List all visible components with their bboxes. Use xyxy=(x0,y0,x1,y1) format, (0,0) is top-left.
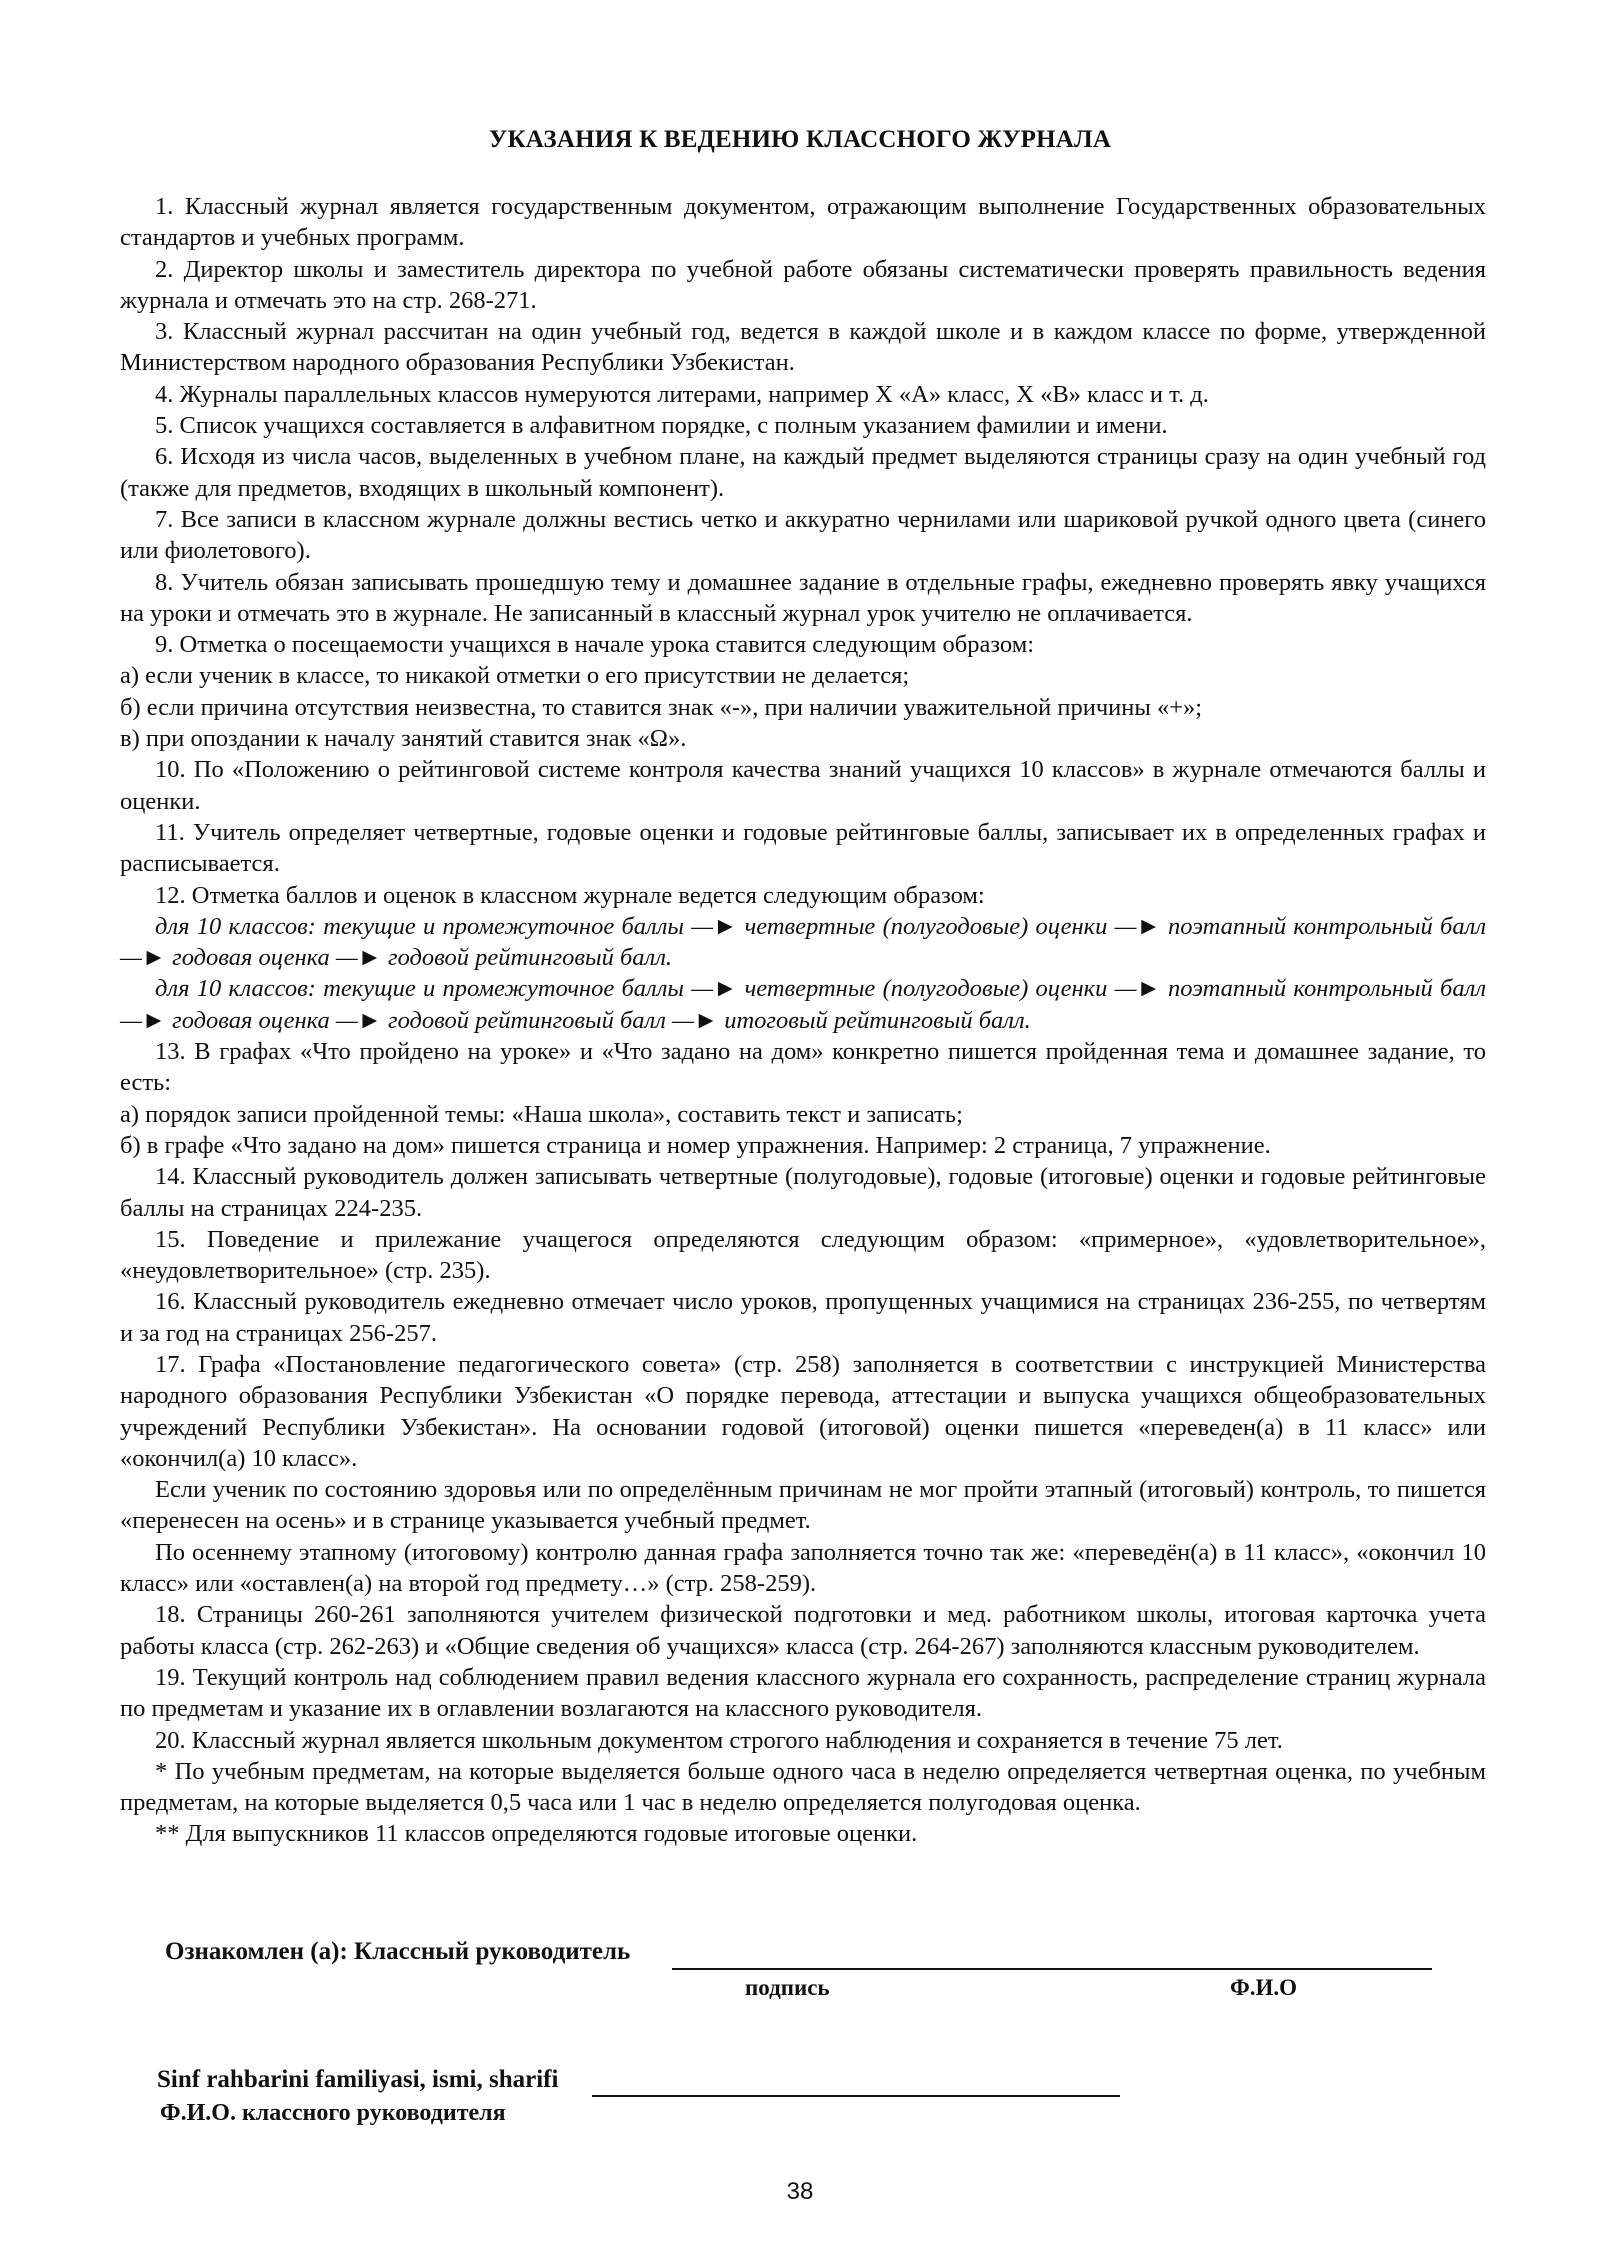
paragraph: 8. Учитель обязан записывать прошедшую тему и домашнее задание в отдельные графы, ежедневно проверять явку учащихся на уроки и отмечать это в журнале. Не записанный в классный журнал урок учителю не оплачивается. xyxy=(120,568,1486,627)
paragraph: для 10 классов: текущие и промежуточное баллы —► четвертные (полугодовые) оценки —► поэтапный контрольный балл —► годовая оценка —► годовой рейтинговый балл —► итоговый рейтинговый балл. xyxy=(120,975,1486,1034)
paragraph: * По учебным предметам, на которые выделяется больше одного часа в неделю определяется четвертная оценка, по учебным предметам, на которые выделяется 0,5 часа или 1 час в неделю определяется полугодовая оценка. xyxy=(120,1757,1486,1817)
paragraph: 14. Классный руководитель должен записывать четвертные (полугодовые), годовые (итоговые) оценки и годовые рейтинговые баллы на страницах 224-235. xyxy=(120,1163,1486,1222)
name-caption: Ф.И.О xyxy=(1230,1975,1298,2000)
signature-caption: подпись xyxy=(745,1975,830,2000)
page-number: 38 xyxy=(786,2178,814,2205)
teacher-name-line xyxy=(592,2095,1120,2097)
paragraph: 1. Классный журнал является государственным документом, отражающим выполнение Государственных образовательных стандартов и учебных программ. xyxy=(120,193,1486,252)
paragraph: ** Для выпускников 11 классов определяются годовые итоговые оценки. xyxy=(155,1820,918,1848)
paragraph: 11. Учитель определяет четвертные, годовые оценки и годовые рейтинговые баллы, записывает их в определенных графах и расписывается. xyxy=(120,818,1486,878)
teacher-name-label-uz: Sinf rahbarini familiyasi, ismi, sharifi xyxy=(157,2066,559,2093)
paragraph: б) если причина отсутствия неизвестна, то ставится знак «-», при наличии уважительной причины «+»; xyxy=(120,693,1203,721)
document-body xyxy=(120,191,1486,1850)
teacher-name-caption-ru: Ф.И.О. классного руководителя xyxy=(160,2100,506,2126)
paragraph: 4. Журналы параллельных классов нумеруются литерами, например X «А» класс, X «В» класс и т. д. xyxy=(155,380,1209,408)
signature-line xyxy=(672,1968,1432,1970)
paragraph: 13. В графах «Что пройдено на уроке» и «Что задано на дом» конкретно пишется пройденная тема и домашнее задание, то есть: xyxy=(120,1038,1486,1097)
paragraph: 20. Классный журнал является школьным документом строгого наблюдения и сохраняется в течение 75 лет. xyxy=(155,1726,1283,1754)
paragraph: 12. Отметка баллов и оценок в классном журнале ведется следующим образом: xyxy=(155,881,985,909)
paragraph: 6. Исходя из числа часов, выделенных в учебном плане, на каждый предмет выделяются страницы сразу на один учебный год (также для предметов, входящих в школьный компонент). xyxy=(120,443,1486,502)
paragraph: 2. Директор школы и заместитель директора по учебной работе обязаны систематически проверять правильность ведения журнала и отмечать это на стр. 268-271. xyxy=(120,255,1486,314)
paragraph: 5. Список учащихся составляется в алфавитном порядке, с полным указанием фамилии и имени. xyxy=(155,412,1168,440)
paragraph: 7. Все записи в классном журнале должны вестись четко и аккуратно чернилами или шариковой ручкой одного цвета (синего или фиолетового). xyxy=(120,505,1486,565)
paragraph: б) в графе «Что задано на дом» пишется страница и номер упражнения. Например: 2 страница, 7 упражнение. xyxy=(120,1131,1271,1159)
paragraph: 17. Графа «Постановление педагогического совета» (стр. 258) заполняется в соответствии с инструкцией Министерства народного образования Республики Узбекистан «О порядке перевода, аттестации и выпуска учащихся общеобразовательных учреждений Республики Узбекистан». На основании годовой (итоговой) оценки пишется «переведен(а) в 11 класс» или «окончил(а) 10 класс». xyxy=(120,1350,1486,1472)
paragraph: 9. Отметка о посещаемости учащихся в начале урока ставится следующим образом: xyxy=(155,631,1035,659)
paragraph: для 10 классов: текущие и промежуточное баллы —► четвертные (полугодовые) оценки —► поэтапный контрольный балл —► годовая оценка —► годовой рейтинговый балл. xyxy=(120,912,1486,972)
acknowledgement-label: Ознакомлен (а): Классный руководитель xyxy=(165,1938,631,1965)
paragraph: 15. Поведение и прилежание учащегося определяются следующим образом: «примерное», «удовлетворительное», «неудовлетворительное» (стр. 235). xyxy=(120,1225,1486,1285)
paragraph: а) если ученик в классе, то никакой отметки о его присутствии не делается; xyxy=(120,662,910,690)
paragraph: Если ученик по состоянию здоровья или по определённым причинам не мог пройти этапный (итоговый) контроль, то пишется «перенесен на осень» и в странице указывается учебный предмет. xyxy=(120,1476,1486,1535)
paragraph: 10. По «Положению о рейтинговой системе контроля качества знаний учащихся 10 классов» в журнале отмечаются баллы и оценки. xyxy=(120,756,1486,815)
paragraph: в) при опоздании к началу занятий ставится знак «Ω». xyxy=(120,725,687,753)
document-title: УКАЗАНИЯ К ВЕДЕНИЮ КЛАССНОГО ЖУРНАЛА xyxy=(488,126,1112,153)
paragraph: 16. Классный руководитель ежедневно отмечает число уроков, пропущенных учащимися на страницах 236-255, по четвертям и за год на страницах 256-257. xyxy=(120,1288,1486,1347)
paragraph: 19. Текущий контроль над соблюдением правил ведения классного журнала его сохранность, распределение страниц журнала по предметам и указание их в оглавлении возлагаются на классного руководителя. xyxy=(120,1663,1486,1723)
paragraph: 3. Классный журнал рассчитан на один учебный год, ведется в каждой школе и в каждом классе по форме, утвержденной Министерством народного образования Республики Узбекистан. xyxy=(120,318,1486,377)
paragraph: По осеннему этапному (итоговому) контролю данная графа заполняется точно так же: «переведён(а) в 11 класс», «окончил 10 класс» или «оставлен(а) на второй год предмету…» (стр. 258-259). xyxy=(120,1538,1486,1598)
paragraph: 18. Страницы 260-261 заполняются учителем физической подготовки и мед. работником школы, итоговая карточка учета работы класса (стр. 262-263) и «Общие сведения об учащихся» класса (стр. 264-267) заполняются классным руководителем. xyxy=(120,1601,1486,1660)
paragraph: а) порядок записи пройденной темы: «Наша школа», составить текст и записать; xyxy=(120,1100,963,1128)
